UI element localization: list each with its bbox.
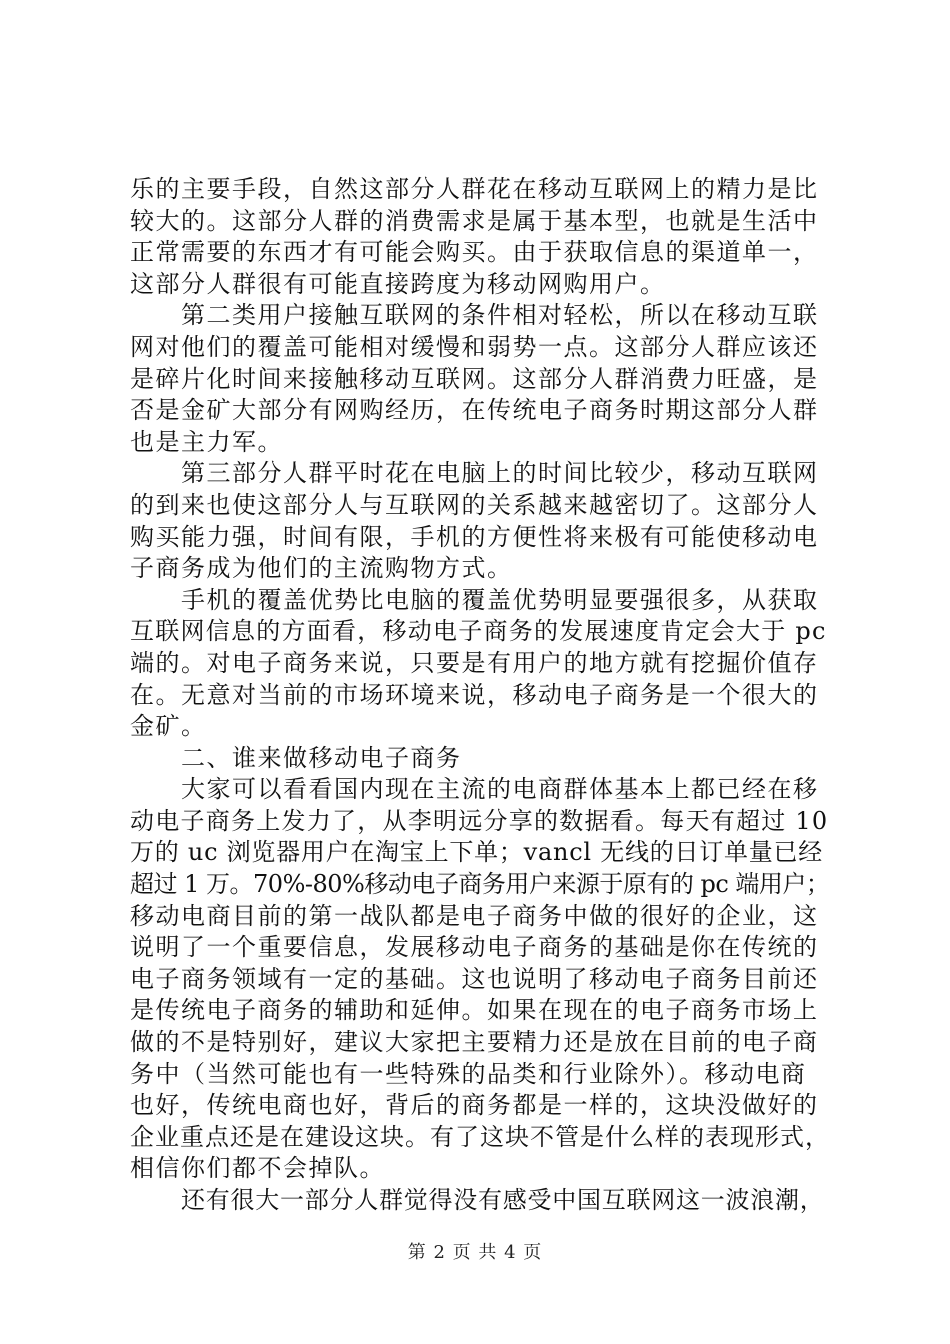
text-line: 务中（当然可能也有一些特殊的品类和行业除外）。移动电商 — [130, 1059, 807, 1088]
text-line: 万的 uc 浏览器用户在淘宝上下单；vancl 无线的日订单量已经 — [130, 838, 823, 867]
text-line: 是碎片化时间来接触移动互联网。这部分人群消费力旺盛，是 — [130, 364, 819, 393]
text-line: 第三部分人群平时花在电脑上的时间比较少，移动互联网 — [181, 459, 819, 488]
text-line: 的到来也使这部分人与互联网的关系越来越密切了。这部分人 — [130, 490, 819, 519]
text-line: 也是主力军。 — [130, 427, 283, 456]
text-line: 否是金矿大部分有网购经历，在传统电子商务时期这部分人群 — [130, 396, 819, 425]
text-line: 互联网信息的方面看，移动电子商务的发展速度肯定会大于 pc — [130, 617, 827, 646]
text-line: 乐的主要手段，自然这部分人群花在移动互联网上的精力是比 — [130, 175, 819, 203]
text-line: 超过 1 万。70%-80%移动电子商务用户来源于原有的 pc 端用户； — [130, 870, 830, 899]
section-heading: 二、谁来做移动电子商务 — [181, 743, 462, 772]
text-line: 较大的。这部分人群的消费需求是属于基本型，也就是生活中 — [130, 206, 819, 235]
document-body — [130, 174, 830, 1217]
text-line: 子商务成为他们的主流购物方式。 — [130, 554, 513, 583]
text-line: 做的不是特别好，建议大家把主要精力还是放在目前的电子商 — [130, 1028, 819, 1057]
text-line: 电子商务领域有一定的基础。这也说明了移动电子商务目前还 — [130, 964, 819, 993]
text-line: 网对他们的覆盖可能相对缓慢和弱势一点。这部分人群应该还 — [130, 332, 819, 361]
text-line: 大家可以看看国内现在主流的电商群体基本上都已经在移 — [181, 775, 819, 804]
page-footer: 第 2 页 共 4 页 — [407, 1242, 543, 1263]
text-line: 也好，传统电商也好，背后的商务都是一样的，这块没做好的 — [130, 1091, 819, 1120]
text-line: 说明了一个重要信息，发展移动电子商务的基础是你在传统的 — [130, 933, 819, 962]
text-line: 在。无意对当前的市场环境来说，移动电子商务是一个很大的 — [130, 680, 819, 709]
text-line: 动电子商务上发力了，从李明远分享的数据看。每天有超过 10 — [130, 806, 829, 835]
text-line: 移动电商目前的第一战队都是电子商务中做的很好的企业，这 — [130, 901, 819, 930]
text-line: 购买能力强，时间有限，手机的方便性将来极有可能使移动电 — [130, 522, 819, 551]
text-line: 是传统电子商务的辅助和延伸。如果在现在的电子商务市场上 — [130, 996, 819, 1025]
text-line: 还有很大一部分人群觉得没有感受中国互联网这一波浪潮， — [181, 1186, 825, 1214]
text-line: 正常需要的东西才有可能会购买。由于获取信息的渠道单一， — [130, 238, 819, 267]
text-line: 这部分人群很有可能直接跨度为移动网购用户。 — [130, 269, 666, 298]
text-line: 手机的覆盖优势比电脑的覆盖优势明显要强很多，从获取 — [181, 585, 819, 614]
text-line: 第二类用户接触互联网的条件相对轻松，所以在移动互联 — [181, 301, 819, 330]
text-line: 相信你们都不会掉队。 — [130, 1154, 385, 1183]
text-line: 企业重点还是在建设这块。有了这块不管是什么样的表现形式， — [130, 1122, 830, 1151]
text-line: 端的。对电子商务来说，只要是有用户的地方就有挖掘价值存 — [130, 648, 819, 677]
text-line: 金矿。 — [130, 712, 207, 741]
